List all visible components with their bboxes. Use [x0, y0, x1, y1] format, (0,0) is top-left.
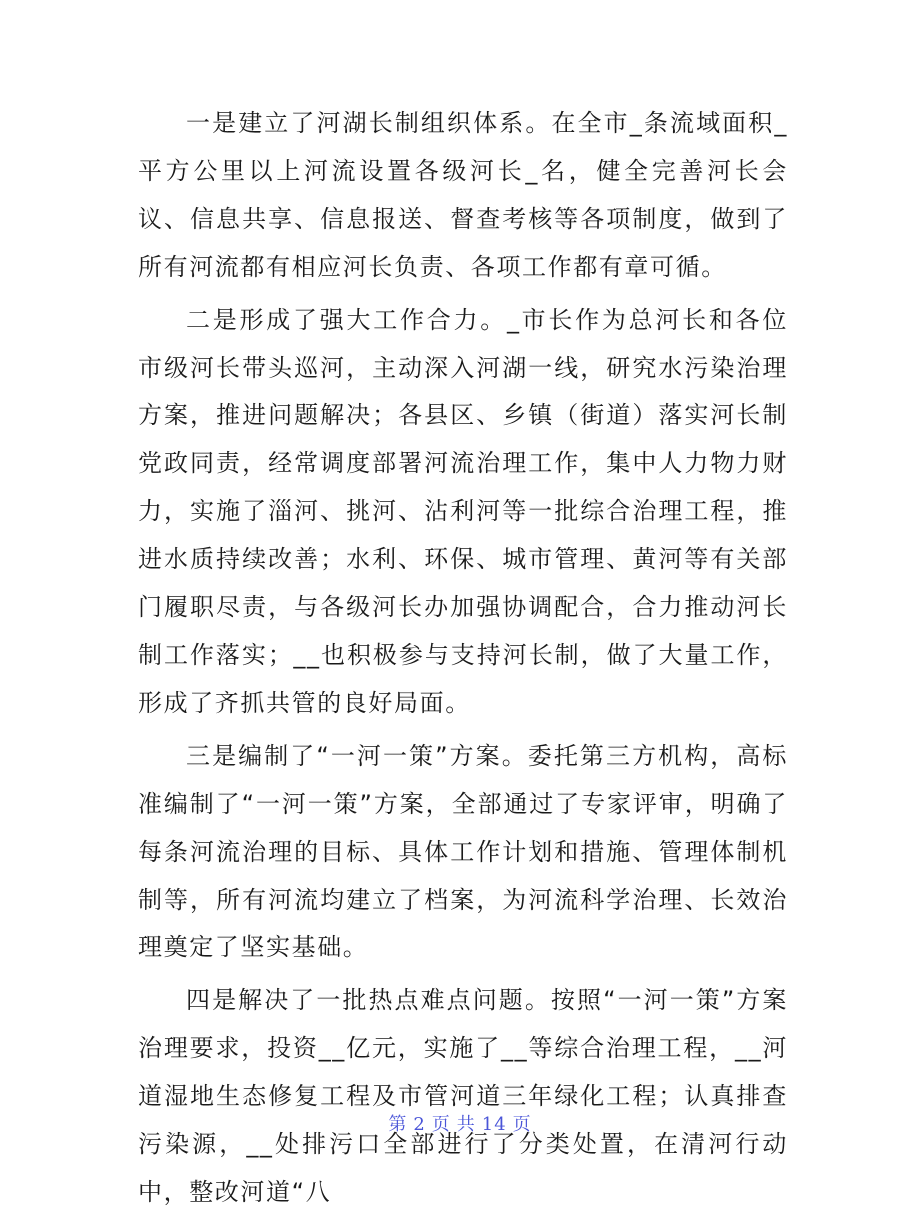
- footer-total-pages: 14: [481, 1114, 507, 1135]
- document-body: [138, 100, 788, 1222]
- paragraph-4: 四是解决了一批热点难点问题。按照“一河一策”方案治理要求，投资__亿元，实施了__等综合治理工程，__河道湿地生态修复工程及市管河道三年绿化工程；认真排查污染源，__处排污口全部进行了分类处置，在清河行动中，整改河道“八: [138, 986, 788, 1206]
- footer-current-page: 2: [413, 1114, 426, 1135]
- footer-label-total: 共: [456, 1114, 476, 1135]
- page-number-footer: [0, 1110, 920, 1136]
- paragraph-1: 一是建立了河湖长制组织体系。在全市_条流域面积_平方公里以上河流设置各级河长_名，健全完善河长会议、信息共享、信息报送、督查考核等各项制度，做到了所有河流都有相应河长负责、各项工作都有章可循。: [138, 109, 788, 281]
- paragraph-3: 三是编制了“一河一策”方案。委托第三方机构，高标准编制了“一河一策”方案，全部通过了专家评审，明确了每条河流治理的目标、具体工作计划和措施、管理体制机制等，所有河流均建立了档案，为河流科学治理、长效治理奠定了坚实基础。: [138, 741, 788, 962]
- footer-label-page: 页: [431, 1114, 451, 1135]
- paragraph-2: 二是形成了强大工作合力。_市长作为总河长和各位市级河长带头巡河，主动深入河湖一线，研究水污染治理方案，推进问题解决；各县区、乡镇（街道）落实河长制党政同责，经常调度部署河流治理工作，集中人力物力财力，实施了淄河、挑河、沾利河等一批综合治理工程，推进水质持续改善；水利、环保、城市管理、黄河等有关部门履职尽责，与各级河长办加强协调配合，合力推动河长制工作落实；__也积极参与支持河长制，做了大量工作，形成了齐抓共管的良好局面。: [138, 305, 788, 717]
- footer-label-prefix: 第: [388, 1114, 408, 1135]
- footer-label-suffix: 页: [512, 1114, 532, 1135]
